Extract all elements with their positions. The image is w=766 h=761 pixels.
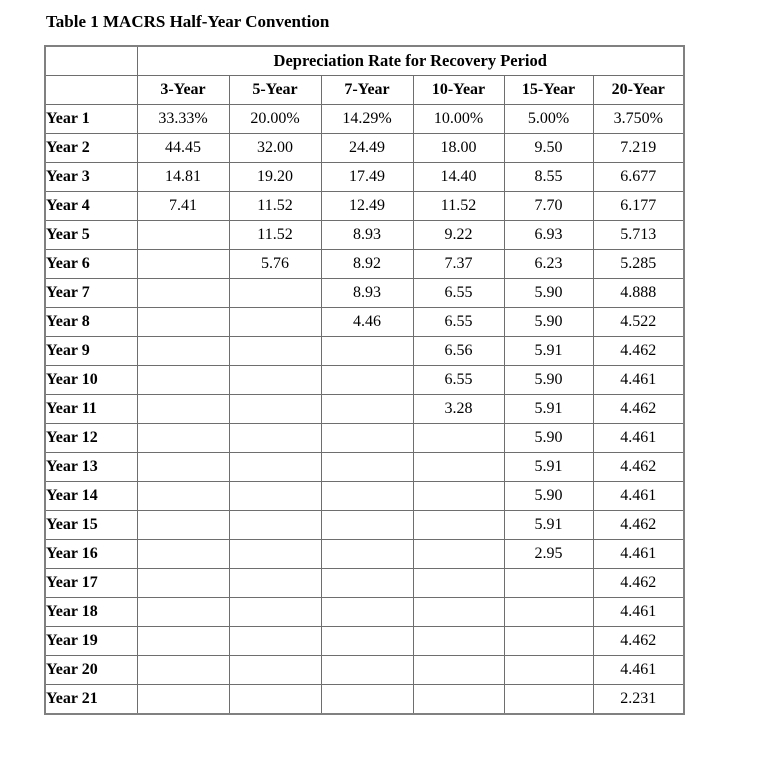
table-cell [413,685,504,715]
table-cell: 4.461 [593,540,684,569]
table-cell [137,308,229,337]
table-cell: 8.55 [504,163,593,192]
table-cell [504,656,593,685]
table-cell [504,569,593,598]
table-row [45,424,684,453]
table-cell: 5.90 [504,308,593,337]
table-row [45,627,684,656]
row-label: Year 12 [45,424,137,453]
table-row [45,598,684,627]
table-cell [413,482,504,511]
table-cell: 14.29% [321,105,413,134]
table-row [45,192,684,221]
table-cell: 32.00 [229,134,321,163]
table-cell [137,424,229,453]
row-label: Year 16 [45,540,137,569]
corner-cell [45,76,137,105]
table-cell: 6.23 [504,250,593,279]
table-cell: 8.93 [321,221,413,250]
table-cell [229,598,321,627]
table-cell: 5.90 [504,482,593,511]
table-cell [504,627,593,656]
table-cell: 4.462 [593,511,684,540]
table-cell [137,279,229,308]
table-cell: 7.219 [593,134,684,163]
row-label: Year 11 [45,395,137,424]
row-label: Year 14 [45,482,137,511]
table-cell [229,366,321,395]
table-cell: 3.28 [413,395,504,424]
column-header-row [45,76,684,105]
row-label: Year 18 [45,598,137,627]
table-cell: 11.52 [229,192,321,221]
table-head [45,46,684,105]
table-row [45,656,684,685]
column-header: 5-Year [229,76,321,105]
table-cell [504,685,593,715]
table-cell [413,627,504,656]
table-cell: 14.40 [413,163,504,192]
table-row [45,366,684,395]
table-cell: 11.52 [413,192,504,221]
table-cell: 5.713 [593,221,684,250]
table-cell [321,366,413,395]
table-cell [137,685,229,715]
table-row [45,395,684,424]
table-cell [321,482,413,511]
table-cell [321,656,413,685]
column-header: 7-Year [321,76,413,105]
table-row [45,134,684,163]
table-cell [229,279,321,308]
table-cell: 4.462 [593,395,684,424]
table-caption: Table 1 MACRS Half-Year Convention [46,12,330,31]
row-label: Year 1 [45,105,137,134]
table-cell [229,685,321,715]
table-cell [413,511,504,540]
table-row [45,279,684,308]
table-cell [229,337,321,366]
table-cell: 4.462 [593,337,684,366]
table-cell: 5.90 [504,279,593,308]
table-cell: 4.462 [593,453,684,482]
table-cell: 5.91 [504,453,593,482]
table-cell: 11.52 [229,221,321,250]
table-cell [229,511,321,540]
table-cell: 4.522 [593,308,684,337]
table-cell: 6.56 [413,337,504,366]
table-cell: 8.93 [321,279,413,308]
table-cell: 17.49 [321,163,413,192]
table-cell [229,424,321,453]
table-cell: 19.20 [229,163,321,192]
table-cell: 18.00 [413,134,504,163]
row-label: Year 3 [45,163,137,192]
table-cell [504,598,593,627]
table-cell [413,569,504,598]
macrs-table [44,45,685,715]
table-row [45,308,684,337]
table-cell [229,540,321,569]
table-cell: 24.49 [321,134,413,163]
table-row [45,105,684,134]
table-cell [137,569,229,598]
table-cell: 12.49 [321,192,413,221]
table-cell [137,482,229,511]
table-cell: 10.00% [413,105,504,134]
table-cell [413,424,504,453]
column-header: 15-Year [504,76,593,105]
table-cell [321,337,413,366]
table-cell: 4.462 [593,569,684,598]
table-cell [137,337,229,366]
table-cell: 6.677 [593,163,684,192]
row-label: Year 7 [45,279,137,308]
row-label: Year 6 [45,250,137,279]
table-cell: 4.461 [593,482,684,511]
table-cell [413,540,504,569]
table-cell: 6.55 [413,279,504,308]
table-cell [137,627,229,656]
table-cell: 6.55 [413,308,504,337]
table-row [45,511,684,540]
table-row [45,569,684,598]
table-cell [321,685,413,715]
group-header-row [45,46,684,76]
table-cell [137,540,229,569]
table-cell: 5.91 [504,337,593,366]
row-label: Year 9 [45,337,137,366]
table-cell: 7.41 [137,192,229,221]
table-cell: 8.92 [321,250,413,279]
table-cell: 2.231 [593,685,684,715]
table-cell [137,656,229,685]
table-cell: 2.95 [504,540,593,569]
table-cell [321,424,413,453]
table-row [45,685,684,715]
row-label: Year 13 [45,453,137,482]
table-cell [137,511,229,540]
table-cell: 5.91 [504,395,593,424]
row-label: Year 15 [45,511,137,540]
group-header: Depreciation Rate for Recovery Period [137,46,684,76]
table-cell: 5.76 [229,250,321,279]
table-cell: 4.461 [593,366,684,395]
table-cell: 5.00% [504,105,593,134]
row-label: Year 2 [45,134,137,163]
table-body [45,105,684,715]
table-cell [137,221,229,250]
table-cell: 7.37 [413,250,504,279]
table-cell [229,482,321,511]
table-cell [321,627,413,656]
table-cell [229,569,321,598]
table-cell: 20.00% [229,105,321,134]
table-cell: 9.22 [413,221,504,250]
row-label: Year 4 [45,192,137,221]
table-cell [229,453,321,482]
table-cell [321,540,413,569]
table-cell: 9.50 [504,134,593,163]
table-cell: 4.461 [593,656,684,685]
table-cell: 5.90 [504,424,593,453]
table-cell: 4.888 [593,279,684,308]
table-cell [137,453,229,482]
table-cell: 44.45 [137,134,229,163]
row-label: Year 8 [45,308,137,337]
table-cell [413,656,504,685]
row-label: Year 5 [45,221,137,250]
table-cell [137,395,229,424]
table-cell [137,250,229,279]
table-cell: 3.750% [593,105,684,134]
column-header: 3-Year [137,76,229,105]
table-row [45,453,684,482]
row-label: Year 17 [45,569,137,598]
table-cell: 14.81 [137,163,229,192]
table-cell: 4.46 [321,308,413,337]
table-cell: 33.33% [137,105,229,134]
table-row [45,221,684,250]
table-row [45,540,684,569]
row-label: Year 19 [45,627,137,656]
table-cell [137,598,229,627]
table-cell [321,453,413,482]
row-label: Year 21 [45,685,137,715]
table-cell [321,598,413,627]
table-cell: 5.91 [504,511,593,540]
corner-cell [45,46,137,76]
table-cell [229,627,321,656]
table-row [45,337,684,366]
table-cell [229,308,321,337]
row-label: Year 20 [45,656,137,685]
table-cell: 7.70 [504,192,593,221]
table-row [45,163,684,192]
table-cell: 4.461 [593,598,684,627]
table-row [45,482,684,511]
table-cell: 5.285 [593,250,684,279]
table-cell: 4.462 [593,627,684,656]
table-cell [321,511,413,540]
table-cell: 6.55 [413,366,504,395]
table-cell [137,366,229,395]
column-header: 10-Year [413,76,504,105]
table-cell [229,656,321,685]
table-cell [321,395,413,424]
column-header: 20-Year [593,76,684,105]
table-cell: 4.461 [593,424,684,453]
table-cell [321,569,413,598]
row-label: Year 10 [45,366,137,395]
table-cell: 5.90 [504,366,593,395]
table-cell [413,453,504,482]
table-cell [413,598,504,627]
table-cell: 6.93 [504,221,593,250]
table-cell: 6.177 [593,192,684,221]
table-cell [229,395,321,424]
table-row [45,250,684,279]
